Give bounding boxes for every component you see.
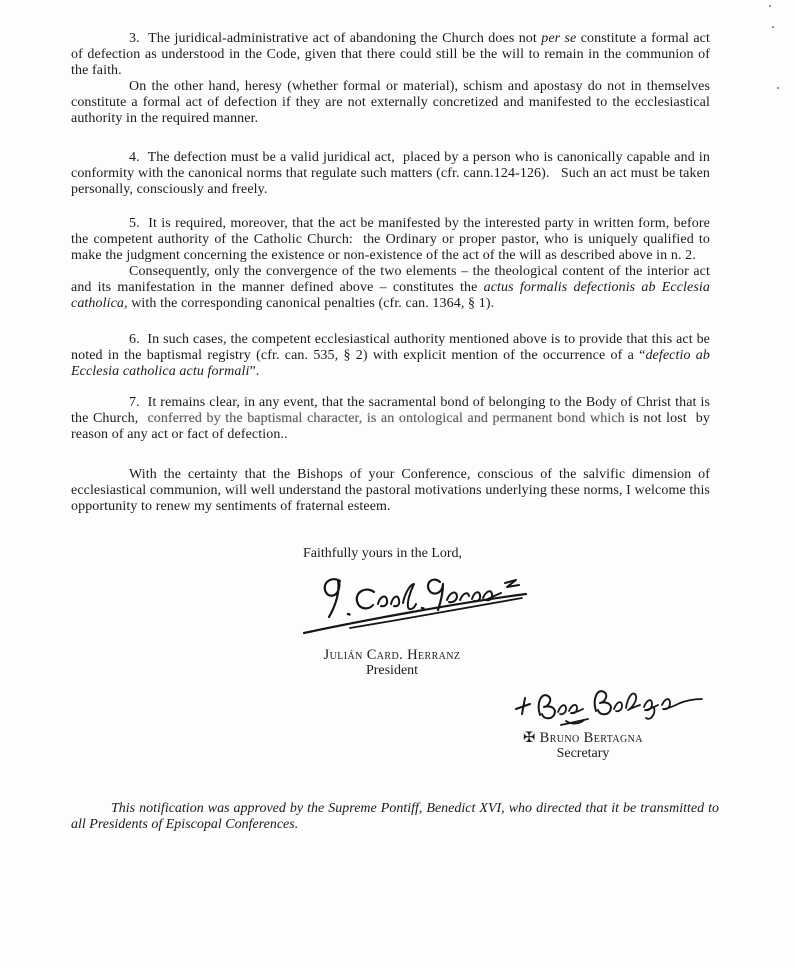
scan-speck xyxy=(777,87,779,89)
paragraph-3-continued: On the other hand, heresy (whether formal or material), schism and apostasy do not in themselves constitute a formal act of defection if they are not externally concretized and manifested to the ecclesiastical authority in the required manner. xyxy=(71,79,710,126)
paragraph-3: 3. The juridical-administrative act of abandoning the Church does not per se constitute a formal act of defection as understood in the Code, given that there could still be the will to remain in the communion of the faith. xyxy=(71,31,710,78)
approval-footnote: This notification was approved by the Supreme Pontiff, Benedict XVI, who directed that it be transmitted to all Presidents of Episcopal Conferences. xyxy=(71,801,719,832)
signer-block-president xyxy=(292,647,492,679)
herranz-handwritten-signature-icon xyxy=(294,572,536,640)
letter-body xyxy=(71,31,710,515)
scan-speck xyxy=(772,26,774,28)
closing-paragraph: With the certainty that the Bishops of your Conference, conscious of the salvific dimension of ecclesiastical communion, will well understand the pastoral motivations underlying these norms, I welcome this opportunity to renew my sentiments of fraternal esteem. xyxy=(71,467,710,514)
bertagna-handwritten-signature-icon xyxy=(506,684,706,732)
signer-block-secretary xyxy=(488,730,678,762)
scan-speck xyxy=(769,5,771,7)
paragraph-5: 5. It is required, moreover, that the act be manifested by the interested party in written form, before the competent authority of the Catholic Church: the Ordinary or proper pastor, who is uniquely qualified to make the judgment concerning the existence or non-existence of the act of the will as described above in n. 2. xyxy=(71,216,710,263)
signer-title-president: President xyxy=(365,663,419,678)
signer-name-bertagna: ✠ Bruno Bertagna xyxy=(523,730,643,746)
valediction: Faithfully yours in the Lord, xyxy=(303,546,463,561)
signer-title-secretary: Secretary xyxy=(556,746,610,761)
paragraph-6: 6. In such cases, the competent ecclesiastical authority mentioned above is to provide that this act be noted in the baptismal registry (cfr. can. 535, § 2) with explicit mention of the occurrence of a “defectio ab Ecclesia catholica actu formali”. xyxy=(71,332,710,379)
paragraph-4: 4. The defection must be a valid juridical act, placed by a person who is canonically capable and in conformity with the canonical norms that regulate such matters (cfr. cann.124-126). Such an act must be taken personally, consciously and freely. xyxy=(71,150,710,197)
signer-name-herranz: Julián Card. Herranz xyxy=(323,647,461,663)
paragraph-5-continued: Consequently, only the convergence of the two elements – the theological content of the interior act and its manifestation in the manner defined above – constitutes the actus formalis defectionis ab Ecclesia catholica, with the corresponding canonical penalties (cfr. can. 1364, § 1). xyxy=(71,264,710,311)
paragraph-7: 7. It remains clear, in any event, that the sacramental bond of belonging to the Body of Christ that is the Church, conferred by the baptismal character, is an ontological and permanent bond which is not lost by reason of any act or fact of defection.. xyxy=(71,395,711,442)
